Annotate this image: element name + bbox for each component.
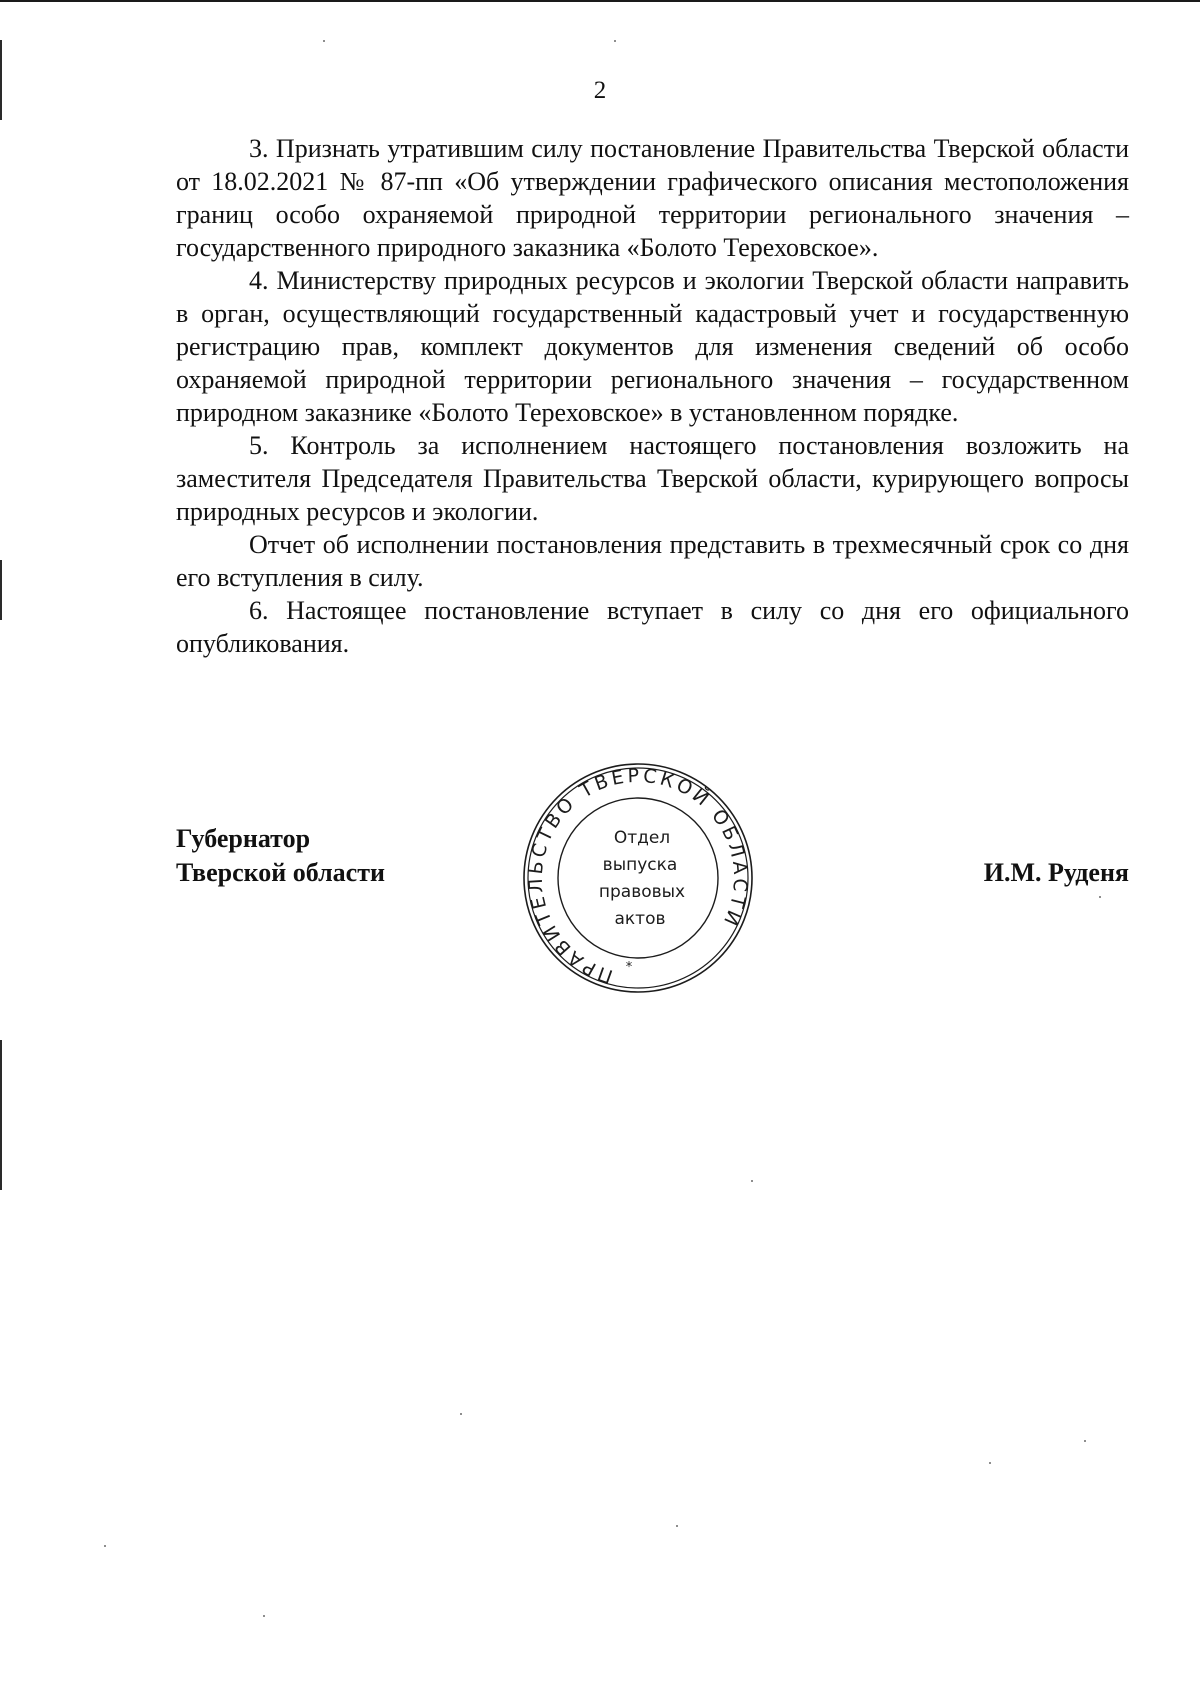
scan-speck (460, 1413, 462, 1415)
page-number: 2 (593, 77, 607, 104)
document-body (176, 132, 1129, 660)
paragraph-item-3: 3. Признать утратившим силу постановление Правительства Тверской области от 18.02.2021 № 87-пп «Об утверждении графического описания местоположения границ особо охраняемой природной территории регионального значения – государственного природного заказника «Болото Тереховское». (176, 134, 1129, 262)
scan-speck (104, 1545, 106, 1547)
scan-left-edge (0, 1040, 2, 1190)
scan-speck (1099, 896, 1101, 898)
signatory-position (176, 822, 385, 890)
paragraph-item-6: 6. Настоящее постановление вступает в силу со дня его официального опубликования. (176, 596, 1129, 658)
scan-speck (263, 1615, 265, 1617)
scan-left-edge (0, 560, 2, 620)
scan-speck (323, 40, 325, 42)
signatory-name: И.М. Руденя (983, 858, 1129, 887)
seal-center-line4: актов (614, 909, 666, 929)
signatory-position-line1: Губернатор (176, 824, 311, 853)
scan-speck (751, 1180, 753, 1182)
seal-center-line2: выпуска (602, 855, 678, 875)
scan-speck (989, 1462, 991, 1464)
seal-ring-text: ПРАВИТЕЛЬСТВО ТВЕРСКОЙ ОБЛАСТИ (524, 764, 752, 988)
scan-speck (676, 1525, 678, 1527)
scan-speck (614, 40, 616, 42)
signatory-position-line2: Тверской области (176, 858, 385, 887)
seal-center-line3: правовых (598, 882, 686, 902)
paragraph-item-5: 5. Контроль за исполнением настоящего постановления возложить на заместителя Председателя Правительства Тверской области, курирующего вопросы природных ресурсов и экологии. (176, 431, 1129, 526)
scan-speck (1084, 1440, 1086, 1442)
scan-top-edge (0, 0, 1200, 2)
seal-star: * (625, 960, 633, 975)
paragraph-report: Отчет об исполнении постановления представить в трехмесячный срок со дня его вступления в силу. (176, 530, 1129, 592)
paragraph-item-4: 4. Министерству природных ресурсов и экологии Тверской области направить в орган, осуществляющий государственный кадастровый учет и государственную регистрацию прав, комплект документов для изменения сведений об особо охраняемой природной территории регионального значения – государственном природном заказнике «Болото Тереховское» в установленном порядке. (176, 266, 1129, 427)
official-seal (520, 760, 756, 996)
seal-center-line1: Отдел (613, 828, 671, 848)
